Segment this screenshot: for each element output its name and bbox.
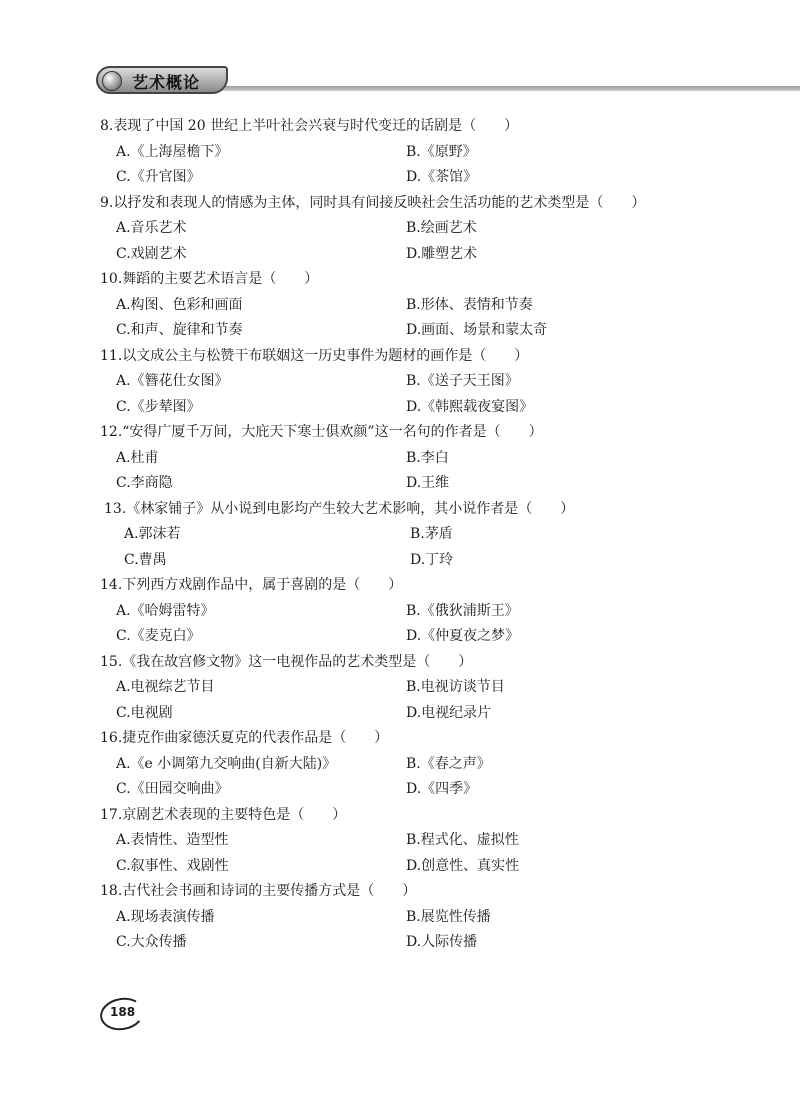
question-stem: 10.舞蹈的主要艺术语言是（ ） [100,271,319,287]
question-17 [100,803,720,880]
option-a: A.《簪花仕女图》 [116,373,229,389]
option-b: B.《俄狄浦斯王》 [406,602,519,619]
option-a: A.郭沫若 [124,526,181,542]
option-c: C.大众传播 [116,934,187,950]
option-a: A.《上海屋檐下》 [116,143,229,160]
option-b: B.形体、表情和节奏 [406,296,533,313]
option-a: A.杜甫 [116,449,159,466]
question-stem: 14.下列西方戏剧作品中，属于喜剧的是（ ） [100,577,403,593]
question-stem: 13.《林家铺子》从小说到电影均产生较大艺术影响，其小说作者是（ ） [104,500,575,517]
option-a: A.电视综艺节目 [116,679,215,695]
question-stem: 12.“安得广厦千万间，大庇天下寒士俱欢颜”这一名句的作者是（ ） [100,424,543,440]
page-header [96,64,800,100]
option-d: D.《韩熙载夜宴图》 [406,398,534,415]
option-b: B.茅盾 [410,526,453,542]
option-a: A.《哈姆雷特》 [116,602,215,619]
question-9 [100,191,720,268]
option-c: C.电视剧 [116,704,173,721]
option-a: A.音乐艺术 [116,220,187,236]
option-c: C.和声、旋律和节奏 [116,322,243,338]
option-d: D.电视纪录片 [406,704,492,721]
option-a: A.《e 小调第九交响曲(自新大陆)》 [116,755,337,772]
question-15 [100,650,720,727]
book-title: 艺术概论 [132,73,201,92]
option-c: C.《麦克白》 [116,628,201,644]
option-d: D.《四季》 [406,781,478,797]
option-d: D.《仲夏夜之梦》 [406,628,520,644]
option-d: D.雕塑艺术 [406,245,478,262]
option-a: A.现场表演传播 [116,908,215,925]
question-stem: 16.捷克作曲家德沃夏克的代表作品是（ ） [100,730,389,746]
option-a: A.构图、色彩和画面 [116,296,243,313]
question-10 [100,267,720,344]
option-d: D.画面、场景和蒙太奇 [406,322,548,338]
option-c: C.《升官图》 [116,169,201,185]
question-13 [100,497,720,574]
question-stem: 18.古代社会书画和诗词的主要传播方式是（ ） [100,883,417,899]
page-number: 188 [110,1005,136,1019]
option-b: B.电视访谈节目 [406,679,505,695]
question-8 [100,114,720,191]
option-b: B.《春之声》 [406,755,491,772]
option-d: D.《茶馆》 [406,169,478,185]
option-c: C.曹禺 [124,551,167,568]
option-c: C.叙事性、戏剧性 [116,857,229,874]
option-b: B.展览性传播 [406,908,491,925]
option-a: A.表情性、造型性 [116,832,229,848]
header-tab [96,66,228,94]
option-b: B.《原野》 [406,143,477,160]
option-d: D.创意性、真实性 [406,857,520,874]
question-stem: 9.以抒发和表现人的情感为主体，同时具有间接反映社会生活功能的艺术类型是（ ） [100,194,646,211]
question-stem: 15.《我在故宫修文物》这一电视作品的艺术类型是（ ） [100,653,473,670]
header-rule [126,86,800,91]
option-c: C.戏剧艺术 [116,245,187,262]
option-b: B.李白 [406,449,449,466]
question-list [100,114,720,956]
question-stem: 17.京剧艺术表现的主要特色是（ ） [100,806,347,823]
question-14 [100,573,720,650]
option-d: D.王维 [406,475,450,491]
option-b: B.《送子天王图》 [406,373,519,389]
option-d: D.丁玲 [410,551,454,568]
option-c: C.《步辇图》 [116,398,201,415]
sphere-icon [102,71,122,91]
option-c: C.《田园交响曲》 [116,781,229,797]
option-d: D.人际传播 [406,934,478,950]
question-stem: 11.以文成公主与松赞干布联姻这一历史事件为题材的画作是（ ） [100,347,529,364]
question-18 [100,879,720,956]
question-12 [100,420,720,497]
question-stem: 8.表现了中国 20 世纪上半叶社会兴衰与时代变迁的话剧是（ ） [100,118,519,134]
option-c: C.李商隐 [116,475,173,491]
option-b: B.程式化、虚拟性 [406,832,519,848]
option-b: B.绘画艺术 [406,220,477,236]
page-number-badge [100,998,142,1028]
question-16 [100,726,720,803]
question-11 [100,344,720,421]
